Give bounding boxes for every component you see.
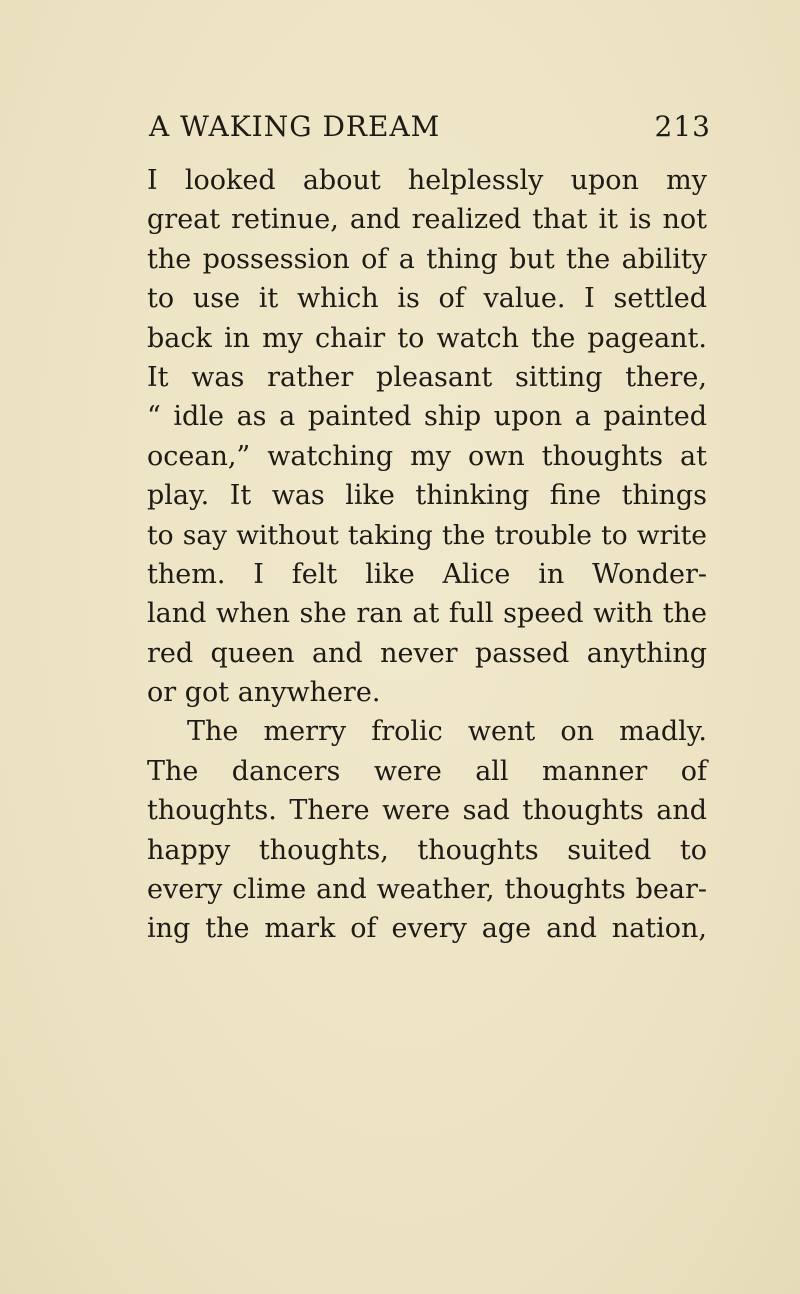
body-text [147, 161, 707, 949]
text-line: or got anywhere. [147, 677, 381, 709]
text-line: ocean,” watching my own thoughts at [147, 440, 707, 472]
page-header [147, 105, 711, 155]
text-line: to use it which is of value. I settled [147, 283, 707, 315]
text-line: the possession of a thing but the ability [147, 243, 707, 275]
text-line: “ idle as a painted ship upon a painted [147, 401, 707, 433]
text-line: them. I felt like Alice in Wonder- [147, 558, 707, 590]
text-line: ing the mark of every age and nation, [147, 913, 707, 945]
running-head: A WAKING DREAM [149, 110, 441, 143]
book-page [147, 105, 711, 949]
paragraph-1 [147, 161, 707, 712]
text-line: thoughts. There were sad thoughts and [147, 795, 707, 827]
text-line: every clime and weather, thoughts bear- [147, 874, 707, 906]
text-line: back in my chair to watch the pageant. [147, 322, 707, 354]
text-line: land when she ran at full speed with the [147, 598, 707, 630]
text-line: happy thoughts, thoughts suited to [147, 834, 707, 866]
text-line: The merry frolic went on madly. [187, 716, 707, 748]
text-line: play. It was like thinking fine things [147, 480, 707, 512]
paragraph-2 [147, 712, 707, 948]
text-line: I looked about helplessly upon my [147, 165, 707, 196]
text-line: great retinue, and realized that it is not [147, 204, 707, 236]
text-line: red queen and never passed anything [147, 637, 707, 669]
text-line: to say without taking the trouble to write [147, 519, 707, 551]
text-line: The dancers were all manner of [147, 755, 707, 787]
page-number: 213 [654, 110, 711, 143]
text-line: It was rather pleasant sitting there, [147, 361, 707, 393]
